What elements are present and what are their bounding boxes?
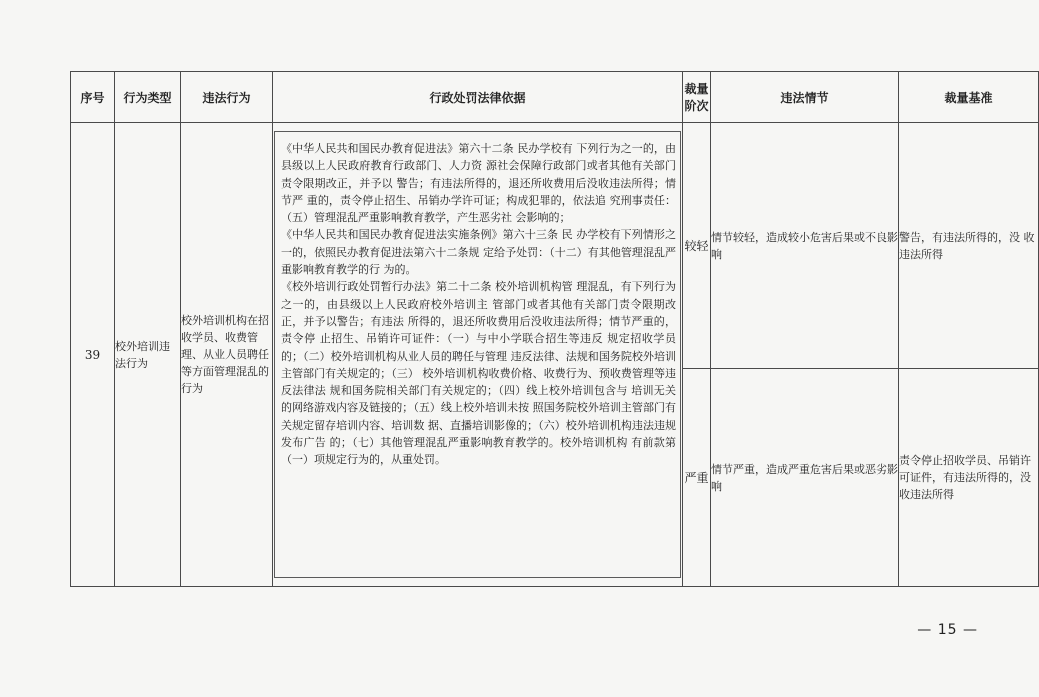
header-level-line2: 阶次 [684,99,709,113]
row-violation: 校外培训机构在招收学员、收费管理、从业人员聘任等方面管理混乱的行为 [181,123,273,587]
table-row [71,123,1039,369]
circumstance-serious: 情节严重，造成严重危害后果或恶劣影响 [711,369,899,587]
header-level [683,72,711,123]
header-violation: 违法行为 [181,72,273,123]
circumstance-light: 情节较轻，造成较小危害后果或不良影响 [711,123,899,369]
standard-light: 警告，有违法所得的，没 收违法所得 [899,123,1039,369]
standard-serious: 责令停止招收学员、吊销许可证件，有违法所得的，没收违法所得 [899,369,1039,587]
basis-paragraph-3: 《校外培训行政处罚暂行办法》第二十二条 校外培训机构管 理混乱，有下列行为之一的，由县级以上人民政府校外培训主 管部门或者其他有关部门责令限期改正，并予以警告；有违法 所得的，退还所收费用后没收违法所得；情节严重的，责令停 止招生、吊销许可证件：（一）与中小学联合招生等违反 规定招收学员的；（二）校外培训机构从业人员的聘任与管理 违反法律、法规和国务院校外培训主管部门有关规定的；（三） 校外培训机构收费价格、收费行为、预收费管理等违反法律法 规和国务院相关部门有关规定的；（四）线上校外培训包含与 培训无关的网络游戏内容及链接的；（五）线上校外培训未按 照国务院校外培训主管部门有关规定留存培训内容、培训数 据、直播培训影像的；（六）校外培训机构违法违规发布广告 的；（七）其他管理混乱严重影响教育教学的。校外培训机构 有前款第（一）项规定行为的，从重处罚。 [281,280,676,467]
header-basis: 行政处罚法律依据 [273,72,683,123]
row-type: 校外培训违法行为 [115,123,181,587]
penalty-table [70,71,1039,587]
header-standard: 裁量基准 [899,72,1039,123]
header-seq: 序号 [71,72,115,123]
basis-text-box [274,131,681,578]
row-basis [273,123,683,587]
page-number: — 15 — [917,622,978,638]
level-light: 较轻 [683,123,711,369]
header-row [71,72,1039,123]
header-level-line1: 裁量 [684,82,709,96]
row-seq: 39 [71,123,115,587]
basis-paragraph-2: 《中华人民共和国民办教育促进法实施条例》第六十三条 民 办学校有下列情形之一的，依照民办教育促进法第六十二条规 定给予处罚：（十二）有其他管理混乱严重影响教育教学的行 为的。 [281,228,676,277]
basis-paragraph-1: 《中华人民共和国民办教育促进法》第六十二条 民办学校有 下列行为之一的，由县级以上人民政府教育行政部门、人力资 源社会保障行政部门或者其他有关部门责令限期改正，并予以 警告；有违法所得的，退还所收费用后没收违法所得；情节严 重的，责令停止招生、吊销办学许可证；构成犯罪的，依法追 究刑事责任：（五）管理混乱严重影响教育教学，产生恶劣社 会影响的； [281,142,676,225]
header-type: 行为类型 [115,72,181,123]
level-serious: 严重 [683,369,711,587]
header-circumstance: 违法情节 [711,72,899,123]
